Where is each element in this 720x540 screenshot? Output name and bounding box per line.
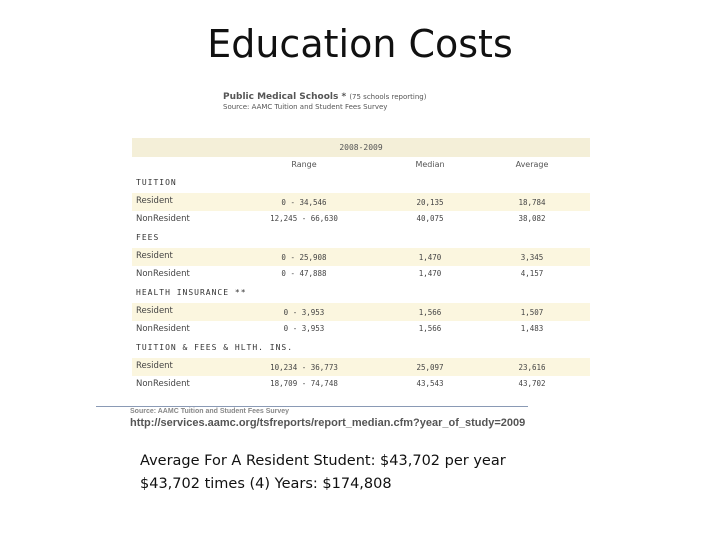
cell-median: 43,543 (416, 379, 444, 388)
section-total: TUITION & FEES & HLTH. INS. (136, 343, 294, 352)
cell-range: 0 - 34,546 (281, 198, 327, 207)
summary-line-1: Average For A Resident Student: $43,702 per year (140, 453, 506, 469)
cell-range: 0 - 3,953 (283, 308, 325, 317)
source-divider (96, 406, 528, 407)
row-label: Resident (136, 196, 173, 206)
section-health-insurance: HEALTH INSURANCE ** (136, 288, 247, 297)
col-header-range: Range (291, 160, 317, 169)
cell-median: 20,135 (416, 198, 444, 207)
table-source: Source: AAMC Tuition and Student Fees Survey (223, 103, 388, 111)
cell-range: 12,245 - 66,630 (270, 214, 338, 223)
table-heading (223, 92, 426, 102)
cell-average: 18,784 (518, 198, 546, 207)
year-label: 2008-2009 (339, 143, 383, 152)
row-label: NonResident (136, 269, 190, 279)
col-header-median: Median (415, 160, 445, 169)
cell-average: 3,345 (520, 253, 544, 262)
row-label: Resident (136, 251, 173, 261)
cell-median: 1,566 (418, 308, 442, 317)
col-header-average: Average (515, 160, 549, 169)
table-heading-title: Public Medical Schools * (223, 92, 347, 102)
cell-average: 38,082 (518, 214, 546, 223)
cell-median: 25,097 (416, 363, 444, 372)
row-label: Resident (136, 361, 173, 371)
row-label: Resident (136, 306, 173, 316)
cell-average: 23,616 (518, 363, 546, 372)
cell-median: 40,075 (416, 214, 444, 223)
cell-range: 0 - 47,888 (281, 269, 327, 278)
cell-average: 1,507 (520, 308, 544, 317)
cell-median: 1,470 (418, 269, 442, 278)
cell-range: 0 - 3,953 (283, 324, 325, 333)
source-url-link[interactable]: http://services.aamc.org/tsfreports/report_median.cfm?year_of_study=2009 (130, 417, 526, 429)
source-caption-label: Source: AAMC Tuition and Student Fees Survey (130, 408, 290, 415)
cell-average: 43,702 (518, 379, 546, 388)
cell-range: 10,234 - 36,773 (270, 363, 338, 372)
cell-median: 1,470 (418, 253, 442, 262)
row-label: NonResident (136, 214, 190, 224)
slide-title: Education Costs (207, 22, 513, 66)
table-heading-note: (75 schools reporting) (349, 93, 427, 101)
cell-average: 1,483 (520, 324, 544, 333)
summary-line-2: $43,702 times (4) Years: $174,808 (140, 476, 392, 492)
row-label: NonResident (136, 324, 190, 334)
section-fees: FEES (136, 233, 160, 242)
cell-range: 0 - 25,908 (281, 253, 327, 262)
row-label: NonResident (136, 379, 190, 389)
section-tuition: TUITION (136, 178, 177, 187)
cell-range: 18,709 - 74,748 (270, 379, 338, 388)
cell-median: 1,566 (418, 324, 442, 333)
cell-average: 4,157 (520, 269, 544, 278)
